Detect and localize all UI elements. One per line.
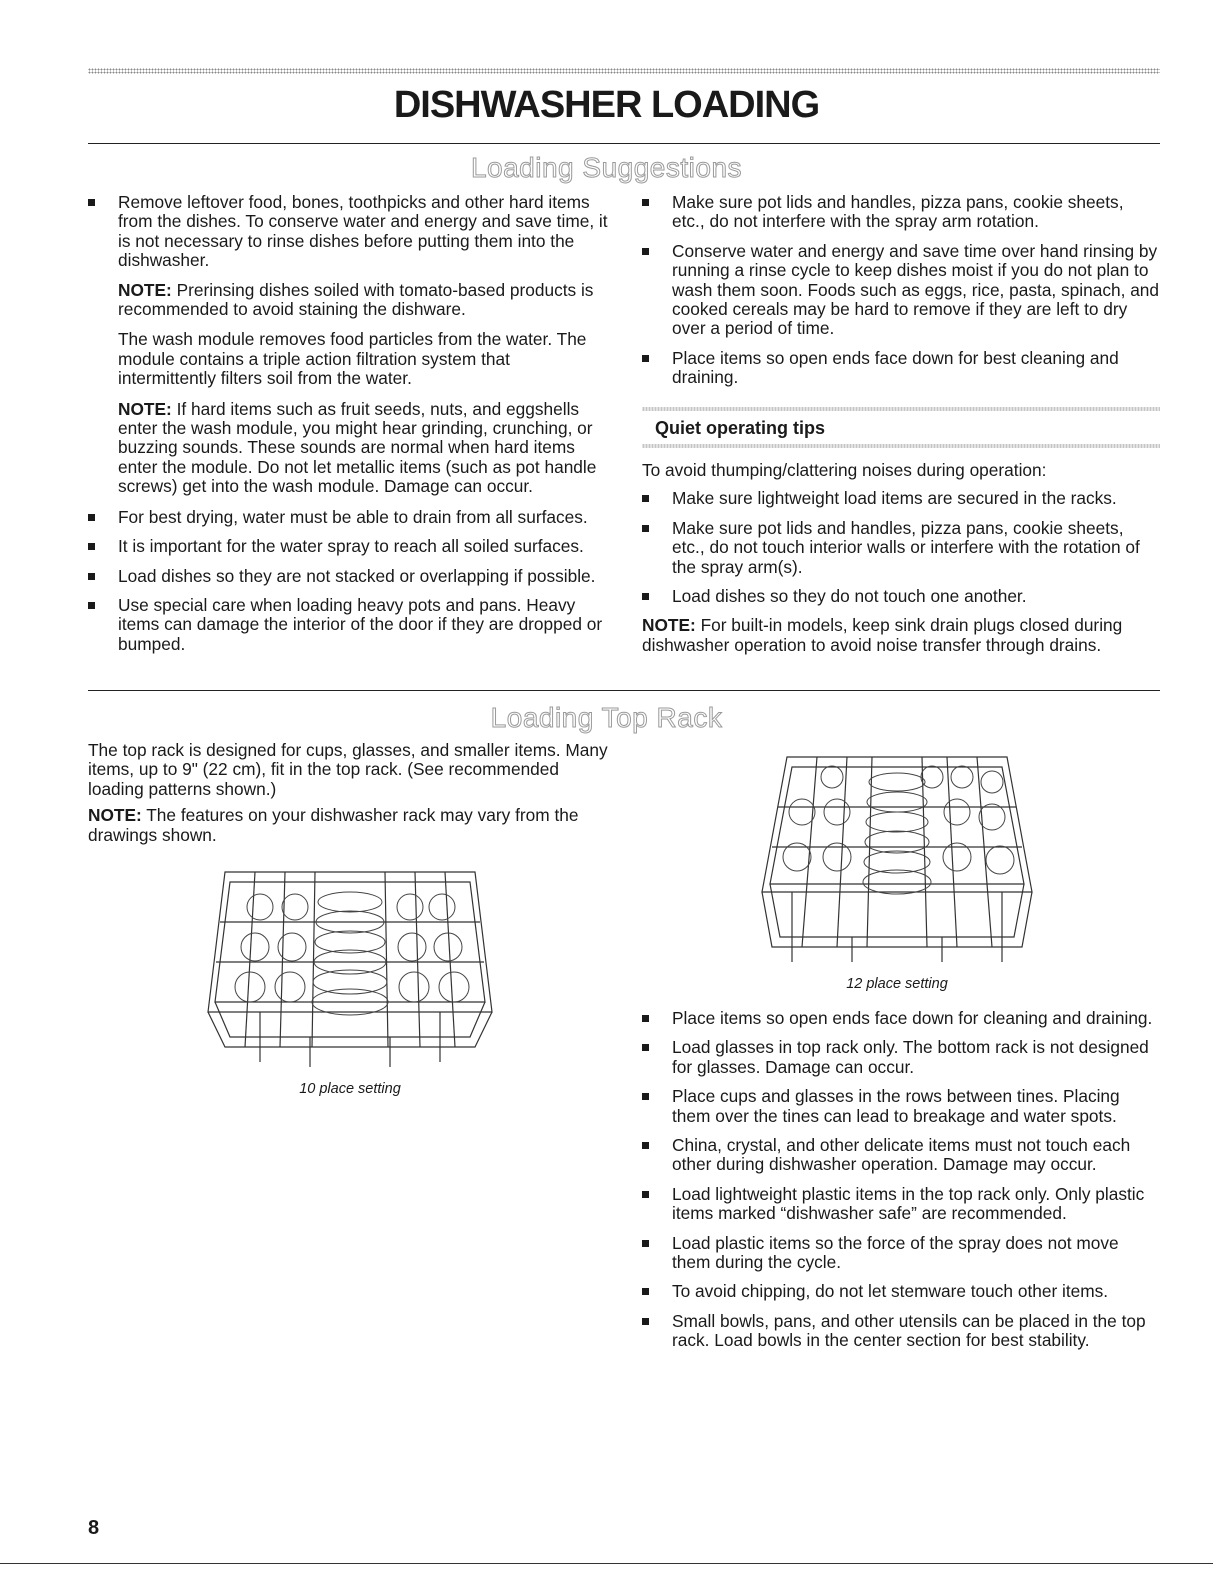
- list-item: Place items so open ends face down for cleaning and draining.: [642, 1009, 1160, 1028]
- quiet-tips-heading: Quiet operating tips: [655, 418, 826, 438]
- list-item: Place cups and glasses in the rows between tines. Placing them over the tines can lead to breakage and water spots.: [642, 1087, 1160, 1126]
- quiet-tips-intro: To avoid thumping/clattering noises during operation:: [642, 460, 1047, 480]
- note-paragraph: NOTE: For built-in models, keep sink drain plugs closed during dishwasher operation to avoid noise transfer through drains.: [642, 615, 1123, 655]
- bullet-square-icon: [642, 1191, 649, 1198]
- footer-rule: [0, 1563, 1213, 1564]
- list-item: Load glasses in top rack only. The bottom rack is not designed for glasses. Damage can occur.: [642, 1038, 1160, 1077]
- caption-12-place-setting: 12 place setting: [846, 976, 948, 992]
- top-rack-intro: The top rack is designed for cups, glasses, and smaller items. Many items, up to 9" (22 cm), fit in the top rack. (See recommended loading patterns shown.): [88, 740, 608, 799]
- list-item: Load dishes so they are not stacked or overlapping if possible.: [88, 567, 608, 586]
- bullet-square-icon: [642, 495, 649, 502]
- list-item: Load plastic items so the force of the spray does not move them during the cycle.: [642, 1234, 1160, 1273]
- suggestions-right-column: [642, 193, 1160, 398]
- bullet-square-icon: [88, 514, 95, 521]
- top-rack-intro-column: [88, 741, 608, 856]
- quiet-tips-bottom-bar: [642, 444, 1160, 448]
- list-item: Place items so open ends face down for best cleaning and draining.: [642, 349, 1160, 388]
- bullet-square-icon: [88, 573, 95, 580]
- section-rule: [88, 690, 1160, 691]
- list-item: Use special care when loading heavy pots and pans. Heavy items can damage the interior of the door if they are dropped or bumped.: [88, 596, 608, 654]
- bullet-square-icon: [642, 593, 649, 600]
- list-item: Conserve water and energy and save time over hand rinsing by running a rinse cycle to keep dishes moist if you do not plan to wash them soon. Foods such as eggs, rice, pasta, spinach, and cooked cereals may be hard to remove if they are left to dry over a period of time.: [642, 242, 1160, 339]
- loading-top-rack-heading: Loading Top Rack: [490, 702, 723, 733]
- note-paragraph: NOTE: The features on your dishwasher rack may vary from the drawings shown.: [88, 805, 579, 845]
- bullet-square-icon: [642, 1318, 649, 1325]
- list-item: For best drying, water must be able to drain from all surfaces.: [88, 508, 608, 527]
- quiet-tips-column: [642, 461, 1160, 666]
- note-paragraph: NOTE: Prerinsing dishes soiled with tomato-based products is recommended to avoid staining the dishware.: [118, 279, 594, 320]
- bullet-square-icon: [88, 543, 95, 550]
- bullet-square-icon: [88, 602, 95, 609]
- quiet-tips-top-bar: [642, 407, 1160, 411]
- bullet-square-icon: [642, 1015, 649, 1022]
- list-item: Make sure pot lids and handles, pizza pans, cookie sheets, etc., do not touch interior walls or interfere with the rotation of the spray arm(s).: [642, 519, 1160, 577]
- bullet-square-icon: [642, 525, 649, 532]
- top-rack-bullets-column: [642, 1009, 1160, 1361]
- page-title: DISHWASHER LOADING: [393, 84, 820, 126]
- top-dotted-bar: [88, 68, 1160, 74]
- bullet-square-icon: [642, 1288, 649, 1295]
- loading-suggestions-heading: Loading Suggestions: [470, 152, 743, 183]
- note-paragraph: NOTE: If hard items such as fruit seeds, nuts, and eggshells enter the wash module, you might hear grinding, crunching, or buzzing sounds. These sounds are normal when hard items enter the module. Do not let metallic items (such as pot handle screws) get into the wash module. Damage can occur.: [118, 398, 597, 497]
- rack-10-place-setting-illustration: [200, 862, 500, 1072]
- bullet-square-icon: [642, 248, 649, 255]
- bullet-square-icon: [642, 1044, 649, 1051]
- list-item: Load dishes so they do not touch one another.: [642, 587, 1160, 606]
- bullet-square-icon: [642, 1240, 649, 1247]
- list-item: Load lightweight plastic items in the top rack only. Only plastic items marked “dishwasher safe” are recommended.: [642, 1185, 1160, 1224]
- bullet-square-icon: [642, 355, 649, 362]
- suggestions-left-column: [88, 193, 608, 664]
- list-item: Remove leftover food, bones, toothpicks and other hard items from the dishes. To conserve water and energy and save time, it is not necessary to rinse dishes before putting them into the dishwasher.: [88, 193, 608, 271]
- list-item: To avoid chipping, do not let stemware touch other items.: [642, 1282, 1160, 1301]
- list-item: It is important for the water spray to reach all soiled surfaces.: [88, 537, 608, 556]
- caption-10-place-setting: 10 place setting: [299, 1081, 401, 1097]
- rack-12-place-setting-illustration: [752, 752, 1042, 967]
- bullet-square-icon: [88, 199, 95, 206]
- bullet-square-icon: [642, 1142, 649, 1149]
- list-item: China, crystal, and other delicate items must not touch each other during dishwasher operation. Damage may occur.: [642, 1136, 1160, 1175]
- list-item: Make sure lightweight load items are secured in the racks.: [642, 489, 1160, 508]
- bullet-square-icon: [642, 1093, 649, 1100]
- title-rule: [88, 143, 1160, 144]
- list-item: Make sure pot lids and handles, pizza pans, cookie sheets, etc., do not interfere with the spray arm rotation.: [642, 193, 1160, 232]
- list-item: Small bowls, pans, and other utensils can be placed in the top rack. Load bowls in the center section for best stability.: [642, 1312, 1160, 1351]
- page-number: 8: [88, 1517, 100, 1539]
- bullet-square-icon: [642, 199, 649, 206]
- wash-module-paragraph: The wash module removes food particles from the water. The module contains a triple action filtration system that intermittently filters soil from the water.: [118, 329, 587, 389]
